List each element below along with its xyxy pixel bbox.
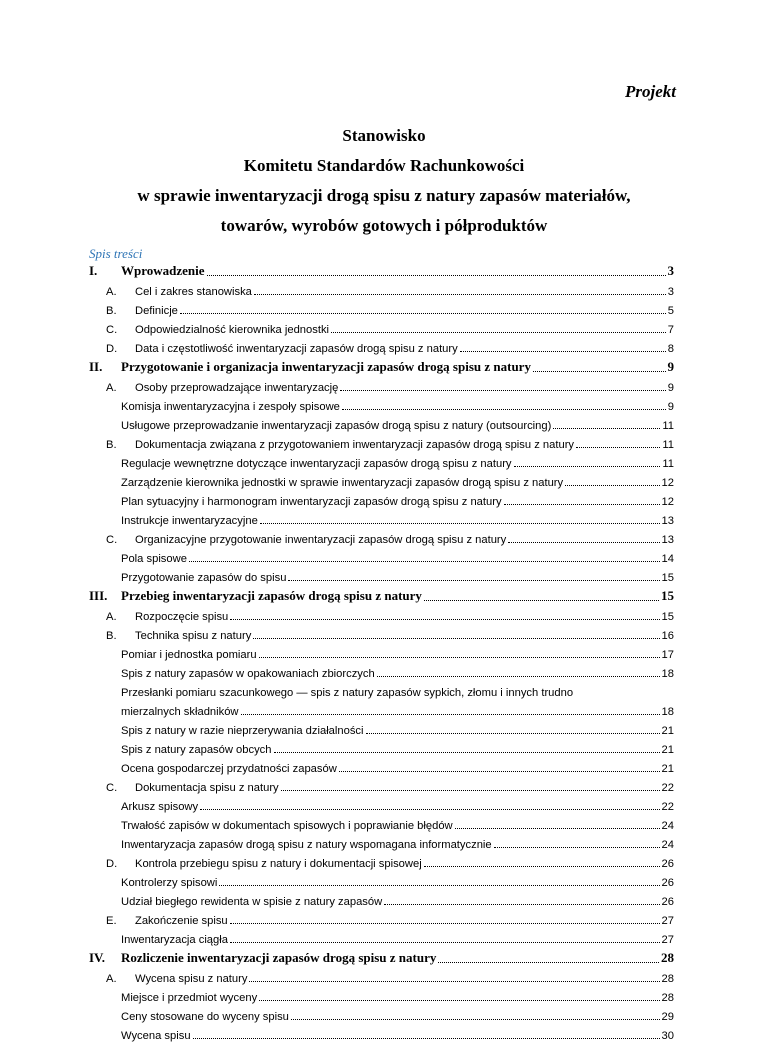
- toc-entry-number: C.: [106, 324, 118, 336]
- toc-entry-label: Wprowadzenie: [121, 263, 205, 278]
- toc-dot-leader: [260, 522, 660, 524]
- toc-dot-leader: [281, 789, 660, 791]
- toc-item-entry[interactable]: [0, 546, 768, 565]
- toc-entry-label: Plan sytuacyjny i harmonogram inwentaryzacji zapasów drogą spisu z natury: [121, 496, 502, 508]
- toc-entry-number: B.: [106, 305, 117, 317]
- toc-entry-label: Rozliczenie inwentaryzacji zapasów drogą spisu z natury: [121, 950, 437, 965]
- toc-entry-label: Kontrola przebiegu spisu z natury i dokumentacji spisowej: [135, 858, 422, 870]
- toc-item-entry[interactable]: [0, 870, 768, 889]
- toc-dot-leader: [455, 827, 660, 829]
- toc-dot-leader: [259, 999, 659, 1001]
- toc-entry-number: B.: [106, 630, 117, 642]
- toc-dot-leader: [274, 751, 660, 753]
- toc-dot-leader: [291, 1018, 660, 1020]
- toc-page-number: 14: [661, 553, 674, 565]
- toc-dot-leader: [230, 618, 659, 620]
- toc-page-number: 28: [661, 973, 674, 985]
- toc-entry-label: Regulacje wewnętrzne dotyczące inwentaryzacji zapasów drogą spisu z natury: [121, 458, 512, 470]
- toc-dot-leader: [230, 941, 660, 943]
- toc-page-number: 30: [661, 1030, 674, 1042]
- toc-item-entry[interactable]: [0, 413, 768, 432]
- toc-subsection-entry[interactable]: [0, 336, 768, 355]
- toc-page-number: 3: [667, 286, 674, 298]
- toc-entry-label: mierzalnych składników: [121, 706, 239, 718]
- toc-section-entry[interactable]: [0, 584, 768, 604]
- toc-entry-label: Przygotowanie i organizacja inwentaryzacji zapasów drogą spisu z natury: [121, 359, 531, 374]
- toc-page-number: 24: [661, 839, 674, 851]
- toc-entry-number: E.: [106, 915, 117, 927]
- toc-entry-label: Ocena gospodarczej przydatności zapasów: [121, 763, 337, 775]
- toc-page-number: 21: [661, 725, 674, 737]
- toc-dot-leader: [249, 980, 659, 982]
- toc-page-number: 18: [661, 668, 674, 680]
- toc-heading: Spis treści: [89, 246, 143, 261]
- toc-entry-number: C.: [106, 534, 118, 546]
- toc-subsection-entry[interactable]: [0, 317, 768, 336]
- toc-entry-label: Spis z natury zapasów w opakowaniach zbiorczych: [121, 668, 375, 680]
- toc-dot-leader: [460, 350, 666, 352]
- toc-dot-leader: [565, 484, 659, 486]
- toc-dot-leader: [377, 675, 660, 677]
- toc-page-number: 22: [661, 801, 674, 813]
- toc-subsection-entry[interactable]: [0, 279, 768, 298]
- toc-page-number: 24: [661, 820, 674, 832]
- toc-entry-label: Dokumentacja spisu z natury: [135, 782, 279, 794]
- title-line-4: towarów, wyrobów gotowych i półproduktów: [220, 216, 548, 235]
- toc-item-entry[interactable]: [0, 756, 768, 775]
- toc-subsection-entry[interactable]: [0, 851, 768, 870]
- toc-page-number: 15: [661, 611, 674, 623]
- toc-dot-leader: [366, 732, 660, 734]
- toc-page-number: 8: [667, 343, 674, 355]
- toc-item-entry[interactable]: [0, 680, 768, 699]
- toc-page-number: 9: [667, 401, 674, 413]
- toc-dot-leader: [339, 770, 660, 772]
- toc-entry-label: Rozpoczęcie spisu: [135, 611, 229, 623]
- toc-dot-leader: [331, 331, 666, 333]
- toc-dot-leader: [508, 541, 659, 543]
- toc-subsection-entry[interactable]: [0, 298, 768, 317]
- toc-page-number: 13: [661, 515, 674, 527]
- toc-dot-leader: [494, 846, 660, 848]
- toc-page-number: 16: [661, 630, 674, 642]
- toc-subsection-entry[interactable]: [0, 908, 768, 927]
- toc-item-entry[interactable]: [0, 565, 768, 584]
- toc-entry-label: Pomiar i jednostka pomiaru: [121, 649, 257, 661]
- toc-entry-label: Spis z natury w razie nieprzerywania działalności: [121, 725, 364, 737]
- toc-item-entry[interactable]: [0, 661, 768, 680]
- toc-item-entry[interactable]: [0, 794, 768, 813]
- toc-page-number: 5: [667, 305, 674, 317]
- toc-item-entry[interactable]: [0, 1023, 768, 1042]
- toc-dot-leader: [207, 274, 666, 276]
- toc-entry-number: A.: [106, 286, 117, 298]
- toc-dot-leader: [219, 884, 659, 886]
- title-line-3: w sprawie inwentaryzacji drogą spisu z natury zapasów materiałów,: [137, 186, 631, 205]
- toc-entry-label: Kontrolerzy spisowi: [121, 877, 218, 889]
- toc-item-entry[interactable]: [0, 718, 768, 737]
- toc-item-entry[interactable]: [0, 832, 768, 851]
- toc-entry-label: Przebieg inwentaryzacji zapasów drogą spisu z natury: [121, 588, 422, 603]
- toc-dot-leader: [189, 560, 660, 562]
- toc-entry-number: A.: [106, 973, 117, 985]
- toc-entry-number: B.: [106, 439, 117, 451]
- toc-entry-label: Arkusz spisowy: [121, 801, 199, 813]
- toc-subsection-entry[interactable]: [0, 432, 768, 451]
- toc-page-number: 22: [661, 782, 674, 794]
- toc-dot-leader: [254, 293, 666, 295]
- toc-subsection-entry[interactable]: [0, 775, 768, 794]
- toc-dot-leader: [576, 446, 660, 448]
- toc-dot-leader: [180, 312, 666, 314]
- toc-entry-label: Zarządzenie kierownika jednostki w sprawie inwentaryzacji zapasów drogą spisu z natury: [121, 477, 564, 489]
- toc-item-entry[interactable]: [0, 394, 768, 413]
- toc-dot-leader: [340, 389, 665, 391]
- toc-entry-label: Odpowiedzialność kierownika jednostki: [135, 324, 330, 336]
- toc-page-number: 18: [661, 706, 674, 718]
- toc-entry-label: Zakończenie spisu: [135, 915, 228, 927]
- toc-dot-leader: [424, 865, 660, 867]
- toc-page-number: 26: [661, 858, 674, 870]
- toc-entry-label: Osoby przeprowadzające inwentaryzację: [135, 382, 339, 394]
- toc-subsection-entry[interactable]: [0, 623, 768, 642]
- toc-page-number: 26: [661, 896, 674, 908]
- toc-page-number: 11: [662, 420, 674, 432]
- toc-page-number: 17: [661, 649, 674, 661]
- toc-entry-number: III.: [89, 588, 108, 603]
- toc-page-number: 21: [661, 744, 674, 756]
- toc-page-number: 11: [662, 439, 674, 451]
- toc-entry-label: Trwałość zapisów w dokumentach spisowych i poprawianie błędów: [121, 820, 453, 832]
- toc-entry-number: IV.: [89, 950, 106, 965]
- toc-dot-leader: [253, 637, 659, 639]
- toc-dot-leader: [342, 408, 666, 410]
- toc-subsection-entry[interactable]: [0, 966, 768, 985]
- toc-entry-number: D.: [106, 343, 118, 355]
- toc-page-number: 13: [661, 534, 674, 546]
- toc-entry-number: C.: [106, 782, 118, 794]
- toc-dot-leader: [230, 922, 660, 924]
- toc-dot-leader: [241, 713, 660, 715]
- toc-page-number: 12: [661, 477, 674, 489]
- toc-entry-label: Inwentaryzacja zapasów drogą spisu z natury wspomagana informatycznie: [121, 839, 492, 851]
- toc-dot-leader: [514, 465, 661, 467]
- toc-entry-label: Komisja inwentaryzacyjna i zespoły spisowe: [121, 401, 340, 413]
- toc-section-entry[interactable]: [0, 259, 768, 279]
- toc-page-number: 15: [661, 588, 674, 603]
- toc-entry-label: Dokumentacja związana z przygotowaniem inwentaryzacji zapasów drogą spisu z natury: [135, 439, 575, 451]
- toc-entry-label: Usługowe przeprowadzanie inwentaryzacji zapasów drogą spisu z natury (outsourcing): [121, 420, 552, 432]
- toc-dot-leader: [533, 370, 666, 372]
- toc-dot-leader: [438, 961, 659, 963]
- toc-page-number: 29: [661, 1011, 674, 1023]
- toc-page-number: 15: [661, 572, 674, 584]
- toc-entry-label: Data i częstotliwość inwentaryzacji zapasów drogą spisu z natury: [135, 343, 458, 355]
- toc-entry-label: Technika spisu z natury: [135, 630, 252, 642]
- toc-item-entry[interactable]: [0, 889, 768, 908]
- toc-entry-label: Wycena spisu: [121, 1030, 191, 1042]
- toc-entry-number: II.: [89, 359, 103, 374]
- toc-section-entry[interactable]: [0, 355, 768, 375]
- toc-dot-leader: [193, 1037, 660, 1039]
- toc-page-number: 21: [661, 763, 674, 775]
- toc-page-number: 28: [661, 950, 674, 965]
- toc-page-number: 7: [667, 324, 674, 336]
- toc-entry-number: A.: [106, 382, 117, 394]
- toc-entry-label: Przesłanki pomiaru szacunkowego — spis z natury zapasów sypkich, złomu i innych trudno: [121, 687, 574, 699]
- toc-entry-label: Udział biegłego rewidenta w spisie z natury zapasów: [121, 896, 383, 908]
- toc-item-entry[interactable]: [0, 813, 768, 832]
- toc-entry-number: A.: [106, 611, 117, 623]
- toc-entry-label: Wycena spisu z natury: [135, 973, 248, 985]
- toc-entry-label: Ceny stosowane do wyceny spisu: [121, 1011, 289, 1023]
- toc-dot-leader: [424, 599, 659, 601]
- toc-page-number: 3: [667, 263, 674, 278]
- toc-entry-label: Definicje: [135, 305, 178, 317]
- toc-entry-number: D.: [106, 858, 118, 870]
- toc-item-entry[interactable]: [0, 1004, 768, 1023]
- toc-dot-leader: [200, 808, 659, 810]
- toc-section-entry[interactable]: [0, 946, 768, 966]
- toc-item-entry[interactable]: [0, 470, 768, 489]
- toc-entry-number: I.: [89, 263, 98, 278]
- toc-item-entry[interactable]: [0, 985, 768, 1004]
- toc-entry-label: Miejsce i przedmiot wyceny: [121, 992, 258, 1004]
- toc-entry-label: Pola spisowe: [121, 553, 187, 565]
- toc-page-number: 12: [661, 496, 674, 508]
- toc-page-number: 11: [662, 458, 674, 470]
- toc-entry-label: Inwentaryzacja ciągła: [121, 934, 228, 946]
- title-line-2: Komitetu Standardów Rachunkowości: [243, 156, 525, 175]
- toc-dot-leader: [504, 503, 660, 505]
- toc-subsection-entry[interactable]: [0, 527, 768, 546]
- toc-page-number: 27: [661, 934, 674, 946]
- toc-item-entry[interactable]: [0, 489, 768, 508]
- toc-item-entry[interactable]: [0, 508, 768, 527]
- draft-label: Projekt: [625, 82, 676, 101]
- toc-page-number: 9: [667, 382, 674, 394]
- toc-subsection-entry[interactable]: [0, 604, 768, 623]
- toc-entry-label: Organizacyjne przygotowanie inwentaryzacji zapasów drogą spisu z natury: [135, 534, 507, 546]
- toc-page-number: 26: [661, 877, 674, 889]
- title-line-1: Stanowisko: [342, 126, 426, 145]
- toc-entry-label: Instrukcje inwentaryzacyjne: [121, 515, 258, 527]
- toc-item-entry[interactable]: [0, 451, 768, 470]
- toc-entry-label: Spis z natury zapasów obcych: [121, 744, 272, 756]
- toc-item-entry[interactable]: [0, 699, 768, 718]
- toc-page-number: 28: [661, 992, 674, 1004]
- toc-entry-label: Przygotowanie zapasów do spisu: [121, 572, 287, 584]
- toc-item-entry[interactable]: [0, 927, 768, 946]
- toc-page-number: 9: [667, 359, 674, 374]
- toc-entry-label: Cel i zakres stanowiska: [135, 286, 252, 298]
- toc-dot-leader: [384, 903, 659, 905]
- toc-page-number: 27: [661, 915, 674, 927]
- toc-dot-leader: [288, 579, 659, 581]
- toc-item-entry[interactable]: [0, 737, 768, 756]
- toc-subsection-entry[interactable]: [0, 375, 768, 394]
- toc-dot-leader: [259, 656, 660, 658]
- toc-dot-leader: [553, 427, 660, 429]
- toc-item-entry[interactable]: [0, 642, 768, 661]
